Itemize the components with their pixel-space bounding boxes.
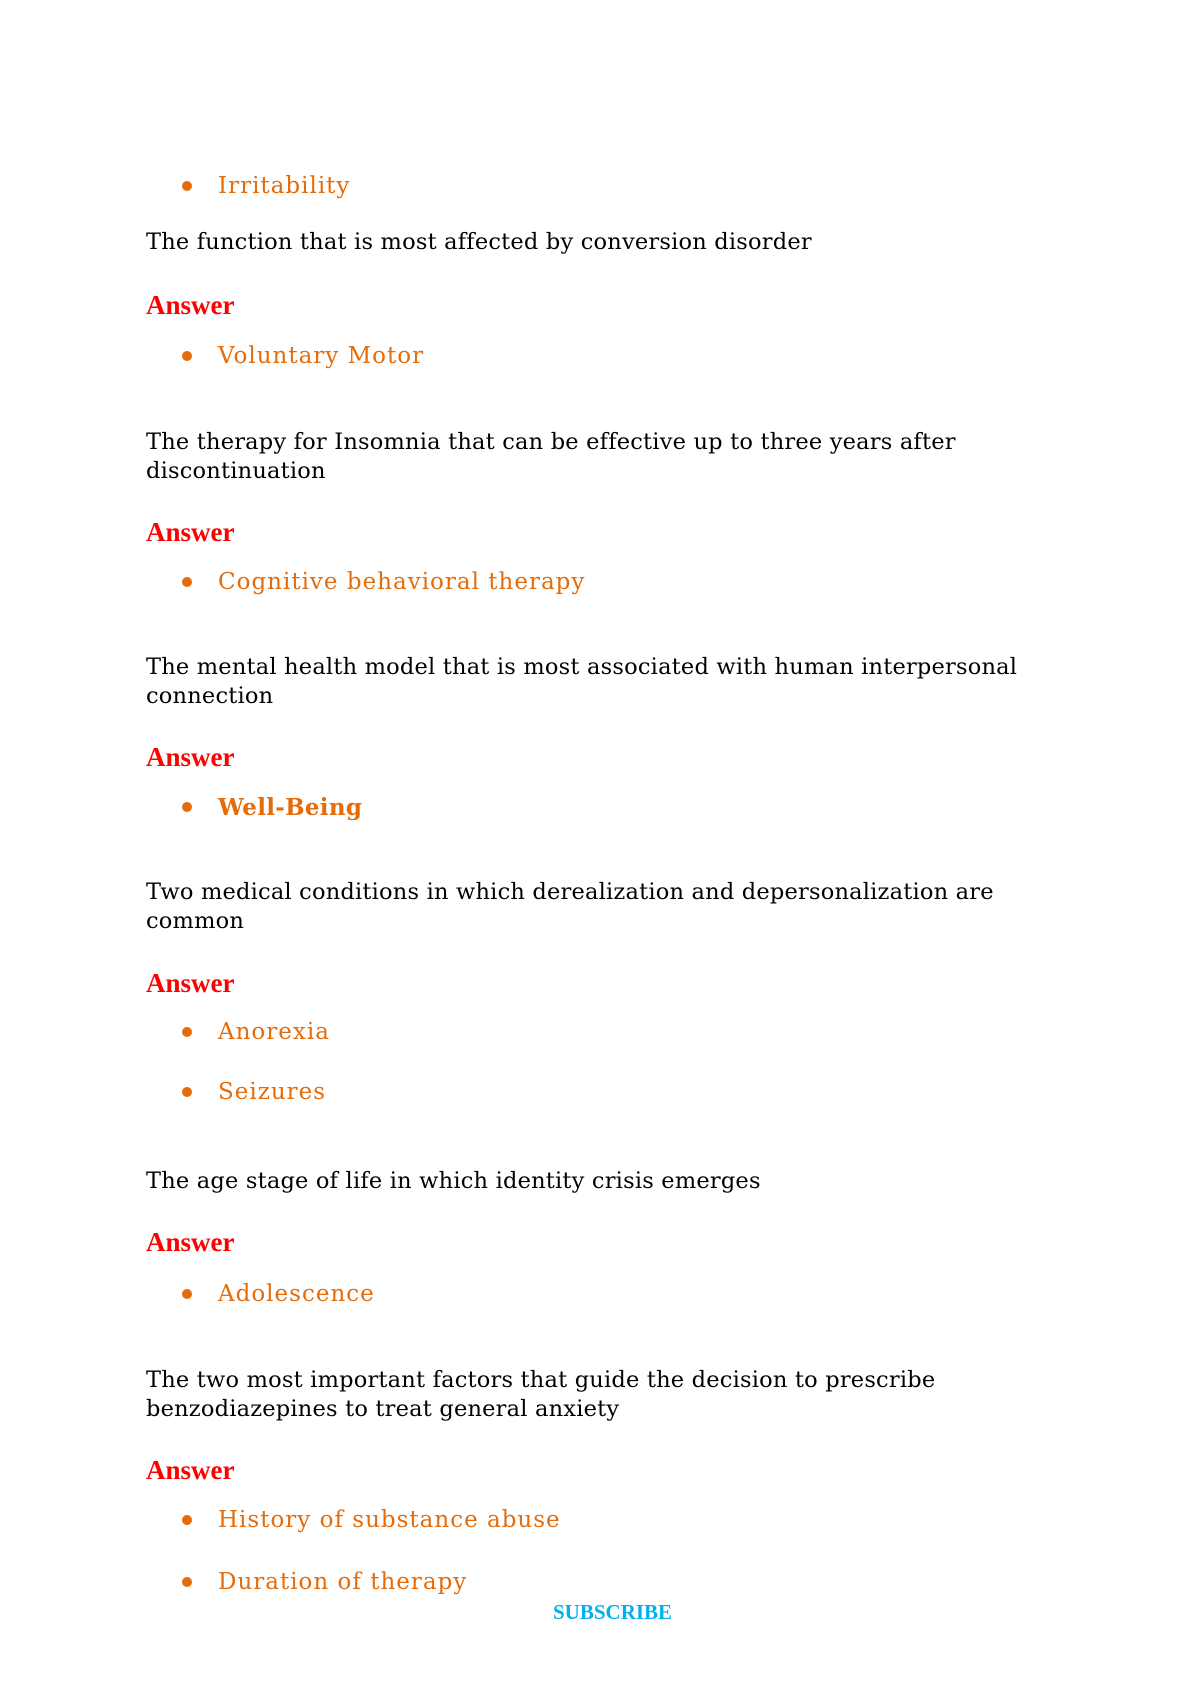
list-item bbox=[182, 1567, 467, 1597]
answer-item: Adolescence bbox=[218, 1281, 375, 1307]
list-item bbox=[182, 567, 585, 597]
question-text: The therapy for Insomnia that can be effective up to three years after discontinuation bbox=[146, 429, 956, 484]
bullet-dot bbox=[182, 1577, 192, 1587]
question-text: The two most important factors that guide the decision to prescribe benzodiazepines to treat general anxiety bbox=[146, 1367, 936, 1422]
list-item bbox=[182, 1279, 375, 1309]
list-item bbox=[182, 1017, 330, 1047]
bullet-dot bbox=[182, 1087, 192, 1097]
list-item bbox=[182, 1077, 326, 1107]
bullet-dot bbox=[182, 351, 192, 361]
answer-label: Answer bbox=[146, 968, 235, 998]
answer-item: Irritability bbox=[218, 173, 351, 199]
list-item bbox=[182, 1505, 561, 1535]
question-text: The function that is most affected by conversion disorder bbox=[146, 229, 812, 255]
answer-item: History of substance abuse bbox=[218, 1507, 561, 1533]
bullet-dot bbox=[182, 1027, 192, 1037]
answer-label: Answer bbox=[146, 1227, 235, 1257]
bullet-dot bbox=[182, 577, 192, 587]
subscribe-link[interactable]: SUBSCRIBE bbox=[553, 1600, 673, 1624]
answer-label: Answer bbox=[146, 1455, 235, 1485]
answer-item: Duration of therapy bbox=[218, 1569, 468, 1595]
answer-item: Well-Being bbox=[218, 793, 363, 821]
answer-item: Anorexia bbox=[218, 1019, 330, 1045]
bullet-dot bbox=[182, 1289, 192, 1299]
answer-item: Seizures bbox=[218, 1079, 327, 1105]
list-item bbox=[182, 792, 362, 822]
question-text: The mental health model that is most associated with human interpersonal connection bbox=[146, 654, 1018, 709]
answer-item: Cognitive behavioral therapy bbox=[218, 569, 586, 595]
question-text: The age stage of life in which identity crisis emerges bbox=[146, 1168, 761, 1194]
question-text: Two medical conditions in which derealization and depersonalization are common bbox=[146, 879, 994, 934]
list-item bbox=[182, 171, 350, 201]
bullet-dot bbox=[182, 1515, 192, 1525]
answer-label: Answer bbox=[146, 742, 235, 772]
answer-label: Answer bbox=[146, 517, 235, 547]
answer-label: Answer bbox=[146, 290, 235, 320]
list-item bbox=[182, 341, 424, 371]
bullet-dot bbox=[182, 181, 192, 191]
bullet-dot bbox=[182, 802, 192, 812]
answer-item: Voluntary Motor bbox=[218, 343, 425, 369]
